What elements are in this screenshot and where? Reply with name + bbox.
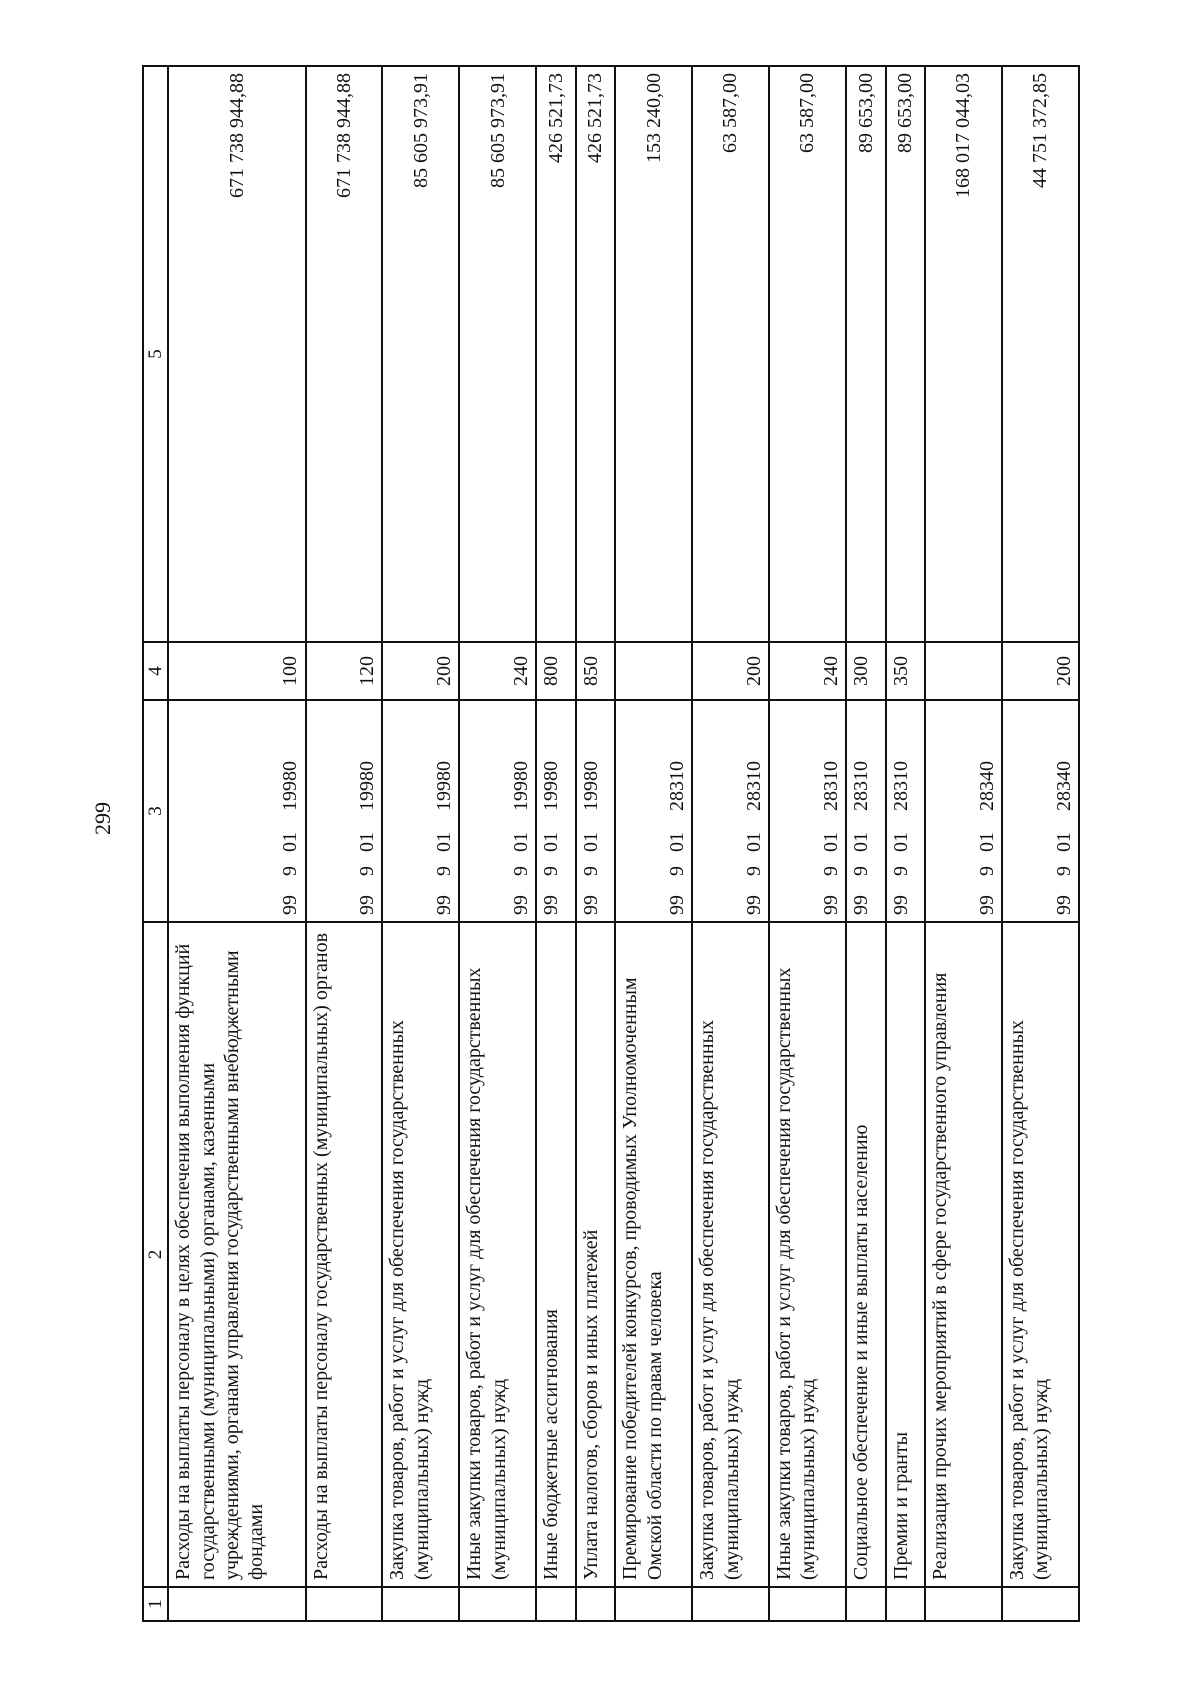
- code-part: 99: [540, 895, 563, 915]
- row-cell-code: [382, 700, 459, 922]
- row-cell-amount: 44 751 372,85: [1002, 66, 1079, 642]
- row-cell-amount: 426 521,73: [576, 66, 616, 642]
- code-part: 01: [849, 832, 872, 852]
- row-cell-name: Расходы на выплаты персоналу в целях обеспечения выполнения функций государственными (муниципальными) органами, казенными учреждениями, органами управления государственными внебюджетными фондами: [168, 922, 305, 1587]
- code-part: 28310: [665, 761, 688, 811]
- code-part: 9: [849, 866, 872, 876]
- code-part: 01: [1052, 832, 1075, 852]
- code-part: 01: [279, 832, 302, 852]
- table-row: [306, 66, 383, 1621]
- row-cell-expense-type: 100: [168, 642, 305, 700]
- code-part: 99: [975, 895, 998, 915]
- code-part: 28340: [975, 761, 998, 811]
- row-cell-code: [459, 700, 536, 922]
- code-part: 99: [579, 895, 602, 915]
- code-part: 19980: [509, 761, 532, 811]
- row-cell-expense-type: 200: [1002, 642, 1079, 700]
- table-header-row: [143, 66, 168, 1621]
- row-cell-code: [925, 700, 1002, 922]
- code-part: 99: [889, 895, 912, 915]
- row-cell-expense-type: 850: [576, 642, 616, 700]
- row-cell-empty: [1002, 1587, 1079, 1621]
- row-cell-name: Премии и гранты: [886, 922, 926, 1587]
- row-cell-empty: [846, 1587, 886, 1621]
- column-header-1: 1: [143, 1587, 168, 1621]
- row-cell-amount: 89 653,00: [846, 66, 886, 642]
- code-part: 19980: [432, 761, 455, 811]
- row-cell-expense-type: [925, 642, 1002, 700]
- code-part: 99: [819, 895, 842, 915]
- row-cell-amount: 85 605 973,91: [459, 66, 536, 642]
- code-part: 01: [509, 832, 532, 852]
- code-part: 99: [432, 895, 455, 915]
- row-cell-code: [886, 700, 926, 922]
- code-part: 28310: [742, 761, 765, 811]
- row-cell-amount: 671 738 944,88: [168, 66, 305, 642]
- row-cell-empty: [576, 1587, 616, 1621]
- row-cell-expense-type: 300: [846, 642, 886, 700]
- row-cell-amount: 153 240,00: [615, 66, 692, 642]
- code-part: 01: [742, 832, 765, 852]
- code-part: 99: [356, 895, 379, 915]
- row-cell-expense-type: 240: [769, 642, 846, 700]
- code-part: 19980: [579, 761, 602, 811]
- row-cell-empty: [615, 1587, 692, 1621]
- row-cell-expense-type: 240: [459, 642, 536, 700]
- row-cell-name: Закупка товаров, работ и услуг для обеспечения государственных (муниципальных) нужд: [692, 922, 769, 1587]
- row-cell-name: Иные закупки товаров, работ и услуг для обеспечения государственных (муниципальных) нужд: [769, 922, 846, 1587]
- row-cell-empty: [459, 1587, 536, 1621]
- code-part: 19980: [540, 761, 563, 811]
- row-cell-expense-type: 200: [382, 642, 459, 700]
- code-part: 9: [665, 866, 688, 876]
- row-cell-expense-type: [615, 642, 692, 700]
- row-cell-empty: [306, 1587, 383, 1621]
- code-part: 01: [579, 832, 602, 852]
- row-cell-code: [769, 700, 846, 922]
- row-cell-name: Расходы на выплаты персоналу государственных (муниципальных) органов: [306, 922, 383, 1587]
- row-cell-name: Премирование победителей конкурсов, проводимых Уполномоченным Омской области по правам человека: [615, 922, 692, 1587]
- code-part: 28310: [819, 761, 842, 811]
- code-part: 19980: [356, 761, 379, 811]
- row-cell-code: [1002, 700, 1079, 922]
- table-row: [846, 66, 886, 1621]
- code-part: 9: [356, 866, 379, 876]
- row-cell-empty: [168, 1587, 305, 1621]
- row-cell-empty: [925, 1587, 1002, 1621]
- row-cell-name: Уплата налогов, сборов и иных платежей: [576, 922, 616, 1587]
- row-cell-name: Иные бюджетные ассигнования: [536, 922, 576, 1587]
- row-cell-name: Закупка товаров, работ и услуг для обеспечения государственных (муниципальных) нужд: [382, 922, 459, 1587]
- column-header-5: 5: [143, 66, 168, 642]
- page-number: 299: [90, 802, 115, 835]
- row-cell-expense-type: 120: [306, 642, 383, 700]
- budget-table-rotated: [142, 67, 1080, 1622]
- budget-table: [142, 65, 1080, 1622]
- code-part: 01: [819, 832, 842, 852]
- row-cell-amount: 63 587,00: [692, 66, 769, 642]
- row-cell-expense-type: 800: [536, 642, 576, 700]
- table-row: [576, 66, 616, 1621]
- code-part: 9: [889, 866, 912, 876]
- row-cell-name: Реализация прочих мероприятий в сфере государственного управления: [925, 922, 1002, 1587]
- code-part: 99: [849, 895, 872, 915]
- code-part: 99: [665, 895, 688, 915]
- table-row: [382, 66, 459, 1621]
- code-part: 01: [356, 832, 379, 852]
- table-row: [459, 66, 536, 1621]
- code-part: 9: [279, 866, 302, 876]
- row-cell-empty: [769, 1587, 846, 1621]
- code-part: 9: [509, 866, 532, 876]
- row-cell-amount: 63 587,00: [769, 66, 846, 642]
- code-part: 28310: [889, 761, 912, 811]
- code-part: 01: [889, 832, 912, 852]
- row-cell-name: Иные закупки товаров, работ и услуг для обеспечения государственных (муниципальных) нужд: [459, 922, 536, 1587]
- table-row: [925, 66, 1002, 1621]
- table-row: [886, 66, 926, 1621]
- code-part: 19980: [279, 761, 302, 811]
- code-part: 9: [1052, 866, 1075, 876]
- row-cell-code: [846, 700, 886, 922]
- row-cell-expense-type: 200: [692, 642, 769, 700]
- row-cell-amount: 85 605 973,91: [382, 66, 459, 642]
- row-cell-empty: [536, 1587, 576, 1621]
- table-row: [615, 66, 692, 1621]
- code-part: 01: [432, 832, 455, 852]
- row-cell-code: [576, 700, 616, 922]
- row-cell-name: Закупка товаров, работ и услуг для обеспечения государственных (муниципальных) нужд: [1002, 922, 1079, 1587]
- code-part: 28310: [849, 761, 872, 811]
- table-row: [769, 66, 846, 1621]
- row-cell-amount: 671 738 944,88: [306, 66, 383, 642]
- column-header-3: 3: [143, 700, 168, 922]
- code-part: 01: [975, 832, 998, 852]
- row-cell-amount: 89 653,00: [886, 66, 926, 642]
- row-cell-code: [615, 700, 692, 922]
- row-cell-code: [168, 700, 305, 922]
- code-part: 99: [742, 895, 765, 915]
- row-cell-empty: [692, 1587, 769, 1621]
- code-part: 28340: [1052, 761, 1075, 811]
- column-header-2: 2: [143, 922, 168, 1587]
- table-row: [1002, 66, 1079, 1621]
- row-cell-name: Социальное обеспечение и иные выплаты населению: [846, 922, 886, 1587]
- code-part: 99: [279, 895, 302, 915]
- row-cell-expense-type: 350: [886, 642, 926, 700]
- row-cell-code: [536, 700, 576, 922]
- code-part: 9: [540, 866, 563, 876]
- row-cell-code: [306, 700, 383, 922]
- code-part: 99: [509, 895, 532, 915]
- code-part: 01: [540, 832, 563, 852]
- column-header-4: 4: [143, 642, 168, 700]
- table-row: [536, 66, 576, 1621]
- code-part: 01: [665, 832, 688, 852]
- row-cell-amount: 426 521,73: [536, 66, 576, 642]
- code-part: 9: [975, 866, 998, 876]
- code-part: 9: [579, 866, 602, 876]
- row-cell-code: [692, 700, 769, 922]
- row-cell-empty: [886, 1587, 926, 1621]
- table-row: [168, 66, 305, 1621]
- code-part: 99: [1052, 895, 1075, 915]
- row-cell-amount: 168 017 044,03: [925, 66, 1002, 642]
- table-body: [168, 66, 1079, 1621]
- code-part: 9: [742, 866, 765, 876]
- code-part: 9: [432, 866, 455, 876]
- row-cell-empty: [382, 1587, 459, 1621]
- code-part: 9: [819, 866, 842, 876]
- table-row: [692, 66, 769, 1621]
